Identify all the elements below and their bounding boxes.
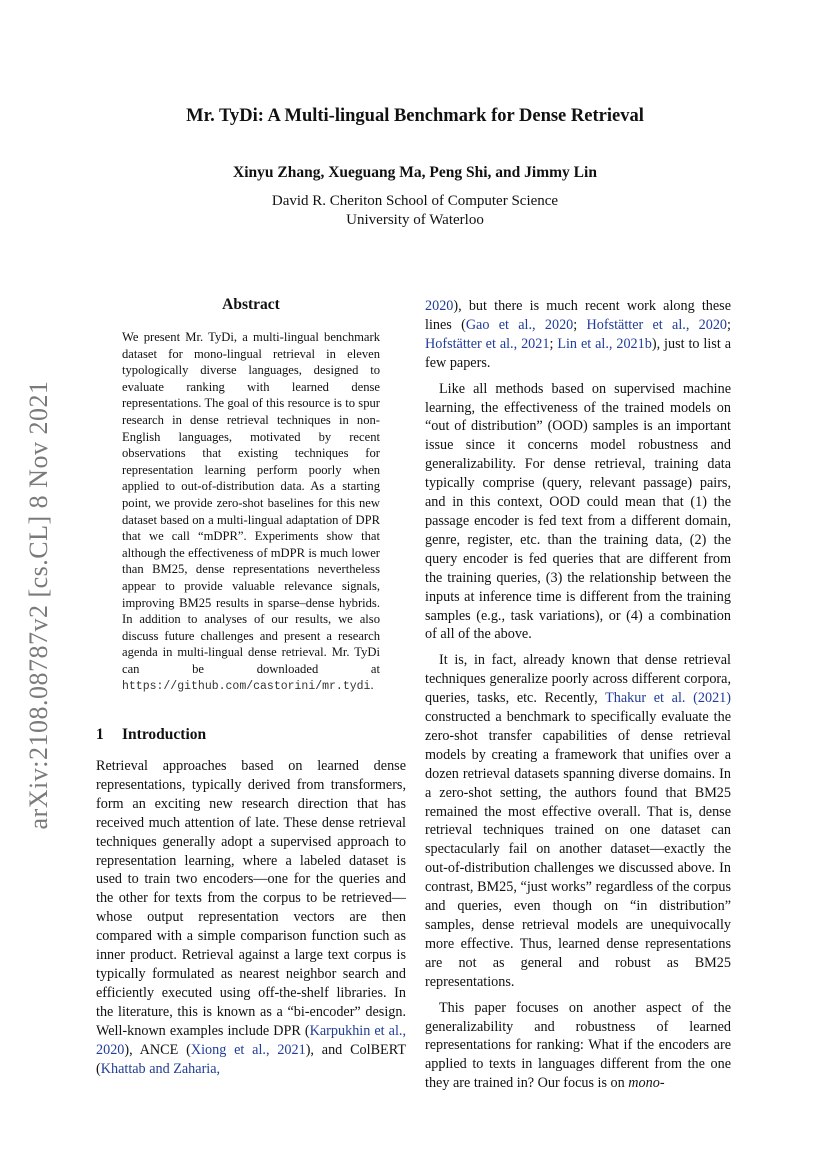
abstract-body	[122, 329, 380, 696]
paragraph-focus	[425, 999, 731, 1094]
citation-separator: ;	[727, 316, 731, 333]
introduction-paragraph-1	[96, 757, 406, 1078]
paragraph-generalize	[425, 651, 731, 991]
citation-karpukhin[interactable]: Karpukhin et al., 2020	[96, 1022, 406, 1058]
intro-text-c: ), and ColBERT (	[96, 1041, 406, 1077]
continuation-text-a: ), but there is much recent work along these lines (	[425, 298, 731, 333]
right-column	[425, 297, 731, 1093]
citation-thakur[interactable]: Thakur et al. (2021)	[605, 690, 731, 707]
focus-italic: mono-	[628, 1075, 665, 1092]
generalize-text-b: constructed a benchmark to specifically evaluate the zero-shot transfer capabilities of dense retrieval models by creating a framework that unifies over a dozen retrieval datasets spanning diverse domains. In a zero-shot setting, the authors found that BM25 remained the most effective overall. That is, dense retrieval techniques trained on one dataset can spectacularly fail on another dataset—exactly the out-of-distribution challenges we discussed above. In contrast, BM25, “just works” regardless of the corpus and queries, even though on “in distribution” samples, dense retrieval models are unequivocally more effective. Thus, learned dense representations are not as general and robust as BM25 representations.	[425, 709, 731, 990]
citation-gao[interactable]: Gao et al., 2020	[465, 316, 574, 333]
affiliation-line-2: University of Waterloo	[346, 212, 484, 228]
arxiv-identifier	[22, 370, 56, 840]
affiliation-line-1: David R. Cheriton School of Computer Science	[271, 193, 559, 209]
focus-text: This paper focuses on another aspect of the generalizability and robustness of learned representations for ranking: What if the encoders are applied to texts in languages different from the one they are trained in? Our focus is on	[425, 999, 731, 1092]
author-list: Xinyu Zhang, Xueguang Ma, Peng Shi, and Jimmy Lin	[233, 164, 597, 181]
section-title: Introduction	[122, 726, 207, 743]
abstract-heading: Abstract	[222, 296, 280, 313]
arxiv-identifier-text: arXiv:2108.08787v2 [cs.CL] 8 Nov 2021	[24, 380, 53, 830]
paragraph-ood: Like all methods based on supervised machine learning, the effectiveness of the trained models on “out of distribution” (OOD) samples is an important issue since it concerns model robustness and generalizability. For dense retrieval, training data typically comprise (query, relevant passage) pairs, and in this context, OOD could mean that (1) the passage encoder is fed text from a different domain, genre, register, etc. than the training data, (2) the query encoder is fed queries that are different from the training queries, (3) the relationship between the inputs at inference time is different from the training samples (e.g., task variations), or (4) a combination of all of the above.	[425, 380, 731, 643]
citation-khattab-year[interactable]: 2020	[425, 298, 454, 314]
section-number: 1	[96, 726, 104, 743]
citation-separator: ;	[549, 335, 558, 352]
affiliation	[95, 192, 735, 230]
citation-hofstatter-2020[interactable]: Hofstätter et al., 2020	[586, 316, 728, 333]
right-paragraph-continuation	[425, 297, 731, 373]
continuation-text-b: ), just to list a few papers.	[425, 335, 731, 371]
intro-text-a: Retrieval approaches based on learned dense representations, typically derived from transformers, form an exciting new research direction that has received much attention of late. These dense retrieval techniques generally adopt a supervised approach to representation learning, where a labeled dataset is used to train two encoders—one for the queries and the other for texts from the corpus to be retrieved—whose output representation vectors are then compared with a simple comparison function such as inner product. Retrieval against a large text corpus is typically formulated as nearest neighbor search and efficiently executed using off-the-shelf libraries. In the literature, this is known as a “bi-encoder” design. Well-known examples include DPR (	[96, 758, 406, 1039]
abstract-end: .	[370, 678, 374, 693]
citation-khattab[interactable]: Khattab and Zaharia,	[100, 1060, 221, 1077]
generalize-text-a: It is, in fact, already known that dense retrieval techniques generalize poorly across different corpora, queries, tasks, etc. Recently,	[425, 652, 731, 707]
citation-lin[interactable]: Lin et al., 2021b	[557, 335, 652, 352]
citation-xiong[interactable]: Xiong et al., 2021	[190, 1041, 306, 1058]
intro-text-b: ), ANCE (	[124, 1041, 191, 1058]
section-heading-introduction	[96, 726, 206, 744]
citation-hofstatter-2021[interactable]: Hofstätter et al., 2021	[425, 335, 550, 352]
repository-link[interactable]: https://github.com/castorini/mr.tydi	[122, 680, 371, 694]
abstract-text: We present Mr. TyDi, a multi-lingual benchmark dataset for mono-lingual retrieval in eleven typologically diverse languages, designed to evaluate ranking with learned dense representations. The goal of this resource is to spur research in dense retrieval techniques in non-English languages, motivated by recent observations that existing techniques for representation learning perform poorly when applied to out-of-distribution data. As a starting point, we provide zero-shot baselines for this new dataset based on a multi-lingual adaptation of DPR that we call “mDPR”. Experiments show that although the effectiveness of mDPR is much lower than BM25, dense representations nevertheless appear to provide valuable relevance signals, improving BM25 results in sparse–dense hybrids. In addition to analyses of our results, we also discuss future challenges and present a research agenda in multi-lingual dense retrieval. Mr. TyDi can be downloaded at	[122, 330, 380, 676]
citation-separator: ;	[573, 316, 587, 333]
paper-title: Mr. TyDi: A Multi-lingual Benchmark for Dense Retrieval	[186, 106, 644, 126]
